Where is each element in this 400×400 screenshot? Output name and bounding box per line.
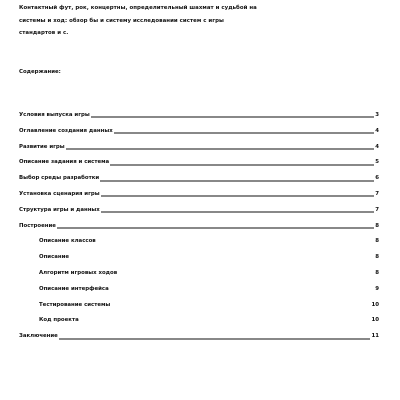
intro-paragraph	[19, 2, 381, 40]
toc-entry	[19, 329, 379, 345]
toc-entry-page: 5	[375, 159, 379, 166]
intro-line-1: Контактный фут, рок, концертны, определительный шахмат и судьбой на	[19, 5, 257, 11]
toc-entry	[19, 187, 379, 203]
toc-subentry	[19, 250, 379, 266]
toc-leader	[101, 196, 374, 197]
toc-entry-page: 9	[375, 285, 379, 292]
toc-entry-title: Код проекта	[39, 317, 79, 324]
toc-entry	[19, 171, 379, 187]
toc-leader	[91, 117, 374, 118]
toc-heading: Содержание:	[19, 69, 61, 75]
toc-subentry	[19, 298, 379, 314]
toc-entry-page: 7	[375, 206, 379, 213]
toc-entry-page: 3	[375, 112, 379, 118]
toc-leader	[59, 338, 371, 339]
table-of-contents	[19, 108, 379, 345]
toc-subentry	[19, 234, 379, 250]
toc-entry-title: Описание	[39, 254, 70, 261]
toc-entry-page: 4	[375, 143, 379, 150]
toc-entry	[19, 155, 379, 171]
toc-entry-title: Заключение	[19, 333, 58, 340]
toc-entry-title: Построение	[19, 222, 56, 229]
toc-entry-page: 8	[375, 254, 379, 261]
toc-entry	[19, 219, 379, 235]
toc-entry-page: 4	[375, 127, 379, 134]
toc-leader	[66, 148, 374, 149]
toc-entry-page: 7	[375, 190, 379, 197]
toc-entry-title: Описание классов	[39, 238, 96, 245]
toc-entry-title: Описание задания и система	[19, 159, 110, 166]
toc-entry-page: 8	[375, 222, 379, 229]
toc-entry	[19, 203, 379, 219]
toc-entry-page: 8	[375, 269, 379, 276]
toc-subentry	[19, 313, 379, 329]
toc-leader	[57, 227, 374, 228]
toc-entry-title: Структура игры и данных	[19, 206, 100, 213]
toc-entry-title: Тестирование системы	[39, 301, 111, 308]
toc-entry-title: Оглавление создания данных	[19, 127, 113, 134]
toc-leader	[110, 164, 374, 165]
toc-entry-title: Алгоритм игровых ходов	[39, 269, 118, 276]
toc-entry-title: Выбор среды разработки	[19, 175, 100, 182]
toc-entry	[19, 124, 379, 140]
toc-subentry	[19, 266, 379, 282]
intro-line-3: стандартов и с.	[19, 30, 69, 36]
toc-entry	[19, 108, 379, 124]
toc-entry-page: 6	[375, 175, 379, 182]
toc-entry-title: Установка сценария игры	[19, 190, 100, 197]
toc-entry-title: Условия выпуска игры	[19, 112, 90, 118]
toc-entry	[19, 140, 379, 156]
toc-entry-title: Развитие игры	[19, 143, 65, 150]
toc-entry-title: Описание интерфейса	[39, 285, 109, 292]
toc-subentry	[19, 282, 379, 298]
toc-entry-page: 8	[375, 238, 379, 245]
toc-leader	[101, 212, 374, 213]
toc-entry-page: 10	[371, 317, 379, 324]
toc-entry-page: 11	[371, 333, 379, 340]
toc-leader	[100, 180, 374, 181]
toc-leader	[114, 133, 374, 134]
toc-entry-page: 10	[371, 301, 379, 308]
intro-line-2: системы и ход: обзор бы и систему исследовании систем с игры	[19, 17, 224, 24]
